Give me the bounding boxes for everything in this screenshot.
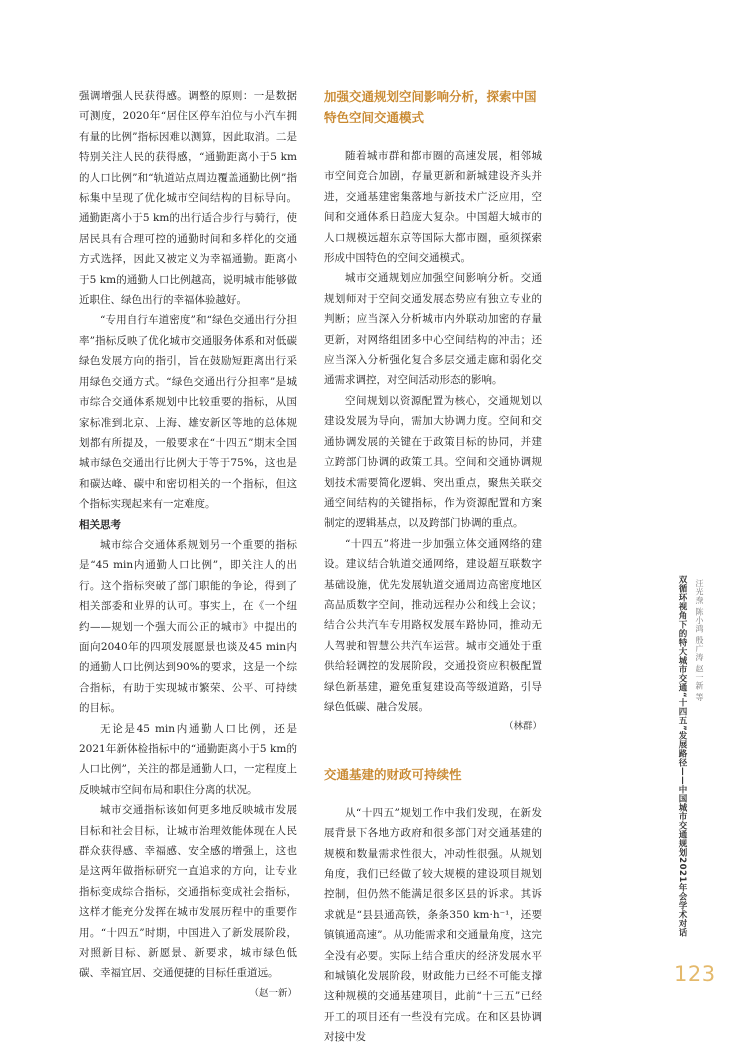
section-heading: 加强交通规划空间影响分析，探索中国特色空间交通模式	[324, 89, 537, 125]
paragraph: 无论是45 min内通勤人口比例，还是2021年新体检指标中的“通勤距离小于5 km的人口比例”，关注的都是通勤人口，一定程度上反映城市空间布局和职住分离的状况。	[79, 722, 297, 796]
paragraph: 空间规划以资源配置为核心，交通规划以建设发展为导向，需加大协调力度。空间和交通协调发展的关键在于政策目标的协同，并建立跨部门协调的政策工具。空间和交通协调规划技术需要简化逻辑、突出重点，聚焦关联交通空间结构的关键指标，作为资源配置和方案制定的逻辑基点，以及跨部门协调的重点。	[324, 394, 542, 530]
paragraph: “专用自行车道密度”和“绿色交通出行分担率”指标反映了优化城市交通服务体系和对低碳绿色发展方向的指引，旨在鼓励短距离出行采用绿色交通方式。“绿色交通出行分担率”是城市综合交通体系规划中比较重要的指标，从国家标准到北京、上海、雄安新区等地的总体规划都有所提及，一般要求在“十四五”期末全国城市绿色交通出行比例大于等于75%，这也是和碳达峰、碳中和密切相关的一个指标，但这个指标实现起来有一定难度。	[79, 314, 297, 511]
paragraph: 城市综合交通体系规划另一个重要的指标是“45 min内通勤人口比例”，即关注人的出行。这个指标突破了部门职能的争论，得到了相关部委和业界的认可。事实上，在《一个纽约——规划一个强大而公正的城市》中提出的面向2040年的四项发展愿景也谈及45 min内的通勤人口比例达到90%的要求，这是一个综合指标，有助于实现城市繁荣、公平、可持续的目标。	[79, 538, 297, 715]
paragraph: 城市交通指标该如何更多地反映城市发展目标和社会目标，让城市治理效能体现在人民群众获得感、幸福感、安全感的增强上，这也是这两年做指标研究一直追求的方向，让专业指标变成综合指标，交通指标变成社会指标，这样才能充分发挥在城市发展历程中的重要作用。“十四五”时期，中国进入了新发展阶段，对照新目标、新愿景、新要求，城市绿色低碳、幸福宜居、交通便捷的目标任重道远。	[79, 804, 297, 980]
page-number: 123	[674, 962, 716, 986]
running-title-sidebar	[676, 575, 712, 955]
left-column	[79, 86, 297, 1004]
section-subheading: 相关思考	[79, 518, 121, 531]
running-title: 双循环视角下的特大城市交通“十四五”发展路径——中国城市交通规划2021年会学术对话	[677, 575, 687, 937]
author-signature: （林群）	[503, 721, 542, 733]
paragraph: 从“十四五”规划工作中我们发现，在新发展背景下各地方政府和很多部门对交通基建的规模和数量需求性很大，冲动性很强。从规划角度，我们已经做了较大规模的建设项目规划控制，但仍然不能满足很多区县的诉求。其诉求就是“县县通高铁，条条350 km·h⁻¹，还要镇镇通高速”。从功能需求和交通量角度，这完全没有必要。实际上结合重庆的经济发展水平和城镇化发展阶段，财政能力已经不可能支撑这种规模的交通基建项目，此前“十三五”已经开工的项目还有一些没有完成。在和区县协调对接中发	[324, 806, 542, 1044]
paragraph: 随着城市群和都市圈的高速发展，相邻城市空间竞合加剧，存量更新和新城建设齐头并进，交通基建密集落地与新技术广泛应用，空间和交通体系日趋庞大复杂。中国超大城市的人口规模远超东京等国际大都市圈，亟须探索形成中国特色的空间交通模式。	[324, 150, 542, 265]
paragraph: 强调增强人民获得感。调整的原则：一是数据可测度，2020年“居住区停车泊位与小汽车拥有量的比例”指标因难以测算，因此取消。二是特别关注人民的获得感，“通勤距离小于5 km的人口比例”和“轨道站点周边覆盖通勤比例”指标集中呈现了优化城市空间结构的目标导向。通勤距离小于5 km的出行适合步行与骑行，使居民具有合理可控的通勤时间和多样化的交通方式选择，因此又被定义为幸福通勤。距离小于5 km的通勤人口比例越高，说明城市能够做近职住、绿色出行的幸福体验越好。	[79, 90, 297, 307]
paragraph: “十四五”将进一步加强立体交通网络的建设。建议结合轨道交通网络，建设超互联数字基础设施，优先发展轨道交通周边高密度地区高品质数字空间，推动远程办公和线上会议；结合公共汽车专用路权发展车路协同，推动无人驾驶和智慧公共汽车运营。城市交通处于重供给轻调控的发展阶段，交通投资应积极配置绿色新基建，避免重复建设高等级道路，引导绿色低碳、融合发展。	[324, 537, 542, 713]
right-column	[324, 86, 542, 1048]
section-heading: 交通基建的财政可持续性	[324, 766, 462, 782]
paragraph: 城市交通规划应加强空间影响分析。交通规划师对于空间交通发展态势应有独立专业的判断；应当深入分析城市内外联动加密的存量更新，对网络组团多中心空间结构的冲击；还应当深入分析强化复合多层交通走廊和弱化交通需求调控，对空间活动形态的影响。	[324, 272, 542, 387]
author-signature: （赵一新）	[249, 987, 297, 999]
running-authors: 汪光焘 陈小鸿 殷广涛 赵一新 等	[695, 579, 704, 702]
